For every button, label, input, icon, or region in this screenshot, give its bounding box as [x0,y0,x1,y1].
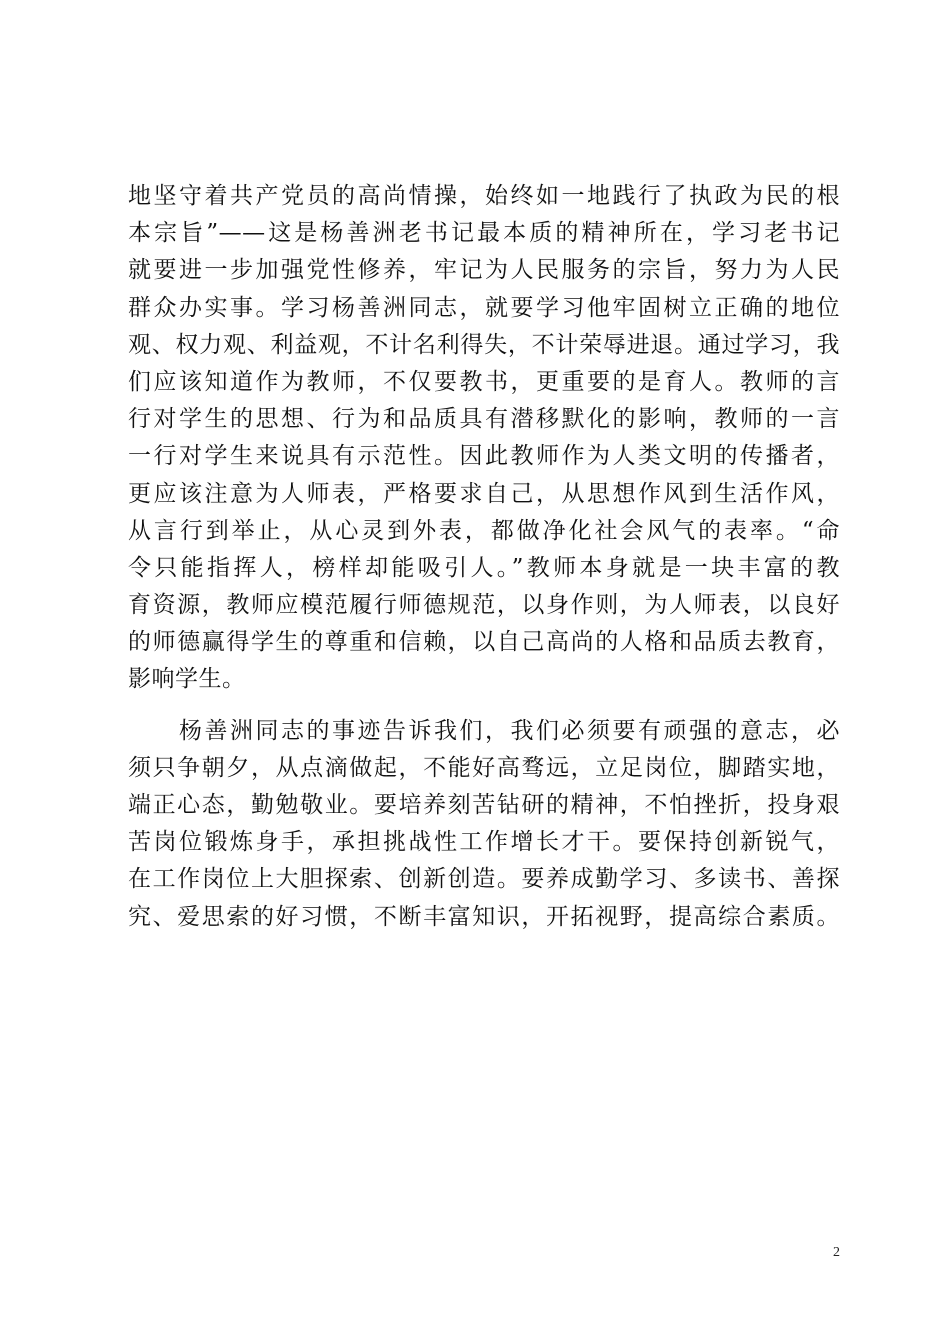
text-line: 更应该注意为人师表，严格要求自己，从思想作风到生活作风， [128,480,840,507]
paragraph-spacer [128,699,840,713]
text-line: 令只能指挥人，榜样却能吸引人。”教师本身就是一块丰富的教 [128,554,840,581]
text-line: 地坚守着共产党员的高尚情操，始终如一地践行了执政为民的根 [128,183,840,209]
text-line: 苦岗位锻炼身手，承担挑战性工作增长才干。要保持创新锐气， [128,829,840,856]
text-line: 本宗旨”——这是杨善洲老书记最本质的精神所在，学习老书记 [128,220,840,247]
text-line: 在工作岗位上大胆探索、创新创造。要养成勤学习、多读书、善探 [128,866,840,893]
text-line: 行对学生的思想、行为和品质具有潜移默化的影响，教师的一言 [128,406,840,433]
text-line: 一行对学生来说具有示范性。因此教师作为人类文明的传播者， [128,443,840,470]
text-line: 们应该知道作为教师，不仅要教书，更重要的是育人。教师的言 [128,368,840,395]
paragraph-2 [128,713,840,936]
text-line: 群众办实事。学习杨善洲同志，就要学习他牢固树立正确的地位 [128,294,840,321]
body-text [128,178,840,936]
text-line: 须只争朝夕，从点滴做起，不能好高骛远，立足岗位，脚踏实地， [128,754,840,781]
text-line: 端正心态，勤勉敬业。要培养刻苦钻研的精神，不怕挫折，投身艰 [128,792,840,818]
text-line: 观、权力观、利益观，不计名利得失，不计荣辱进退。通过学习，我 [128,331,840,358]
text-line: 就要进一步加强党性修养，牢记为人民服务的宗旨，努力为人民 [128,257,840,284]
text-line: 究、爱思索的好习惯，不断丰富知识，开拓视野，提高综合素质。 [128,903,840,930]
text-line: 从言行到举止，从心灵到外表，都做净化社会风气的表率。“命 [128,517,840,544]
text-line: 的师德赢得学生的尊重和信赖，以自己高尚的人格和品质去教育， [128,629,840,656]
text-line: 育资源，教师应模范履行师德规范，以身作则，为人师表，以良好 [128,592,840,619]
text-line: 杨善洲同志的事迹告诉我们，我们必须要有顽强的意志，必 [128,717,840,744]
text-line: 影响学生。 [128,666,246,693]
page-number: 2 [833,1245,840,1260]
paragraph-1 [128,178,840,699]
